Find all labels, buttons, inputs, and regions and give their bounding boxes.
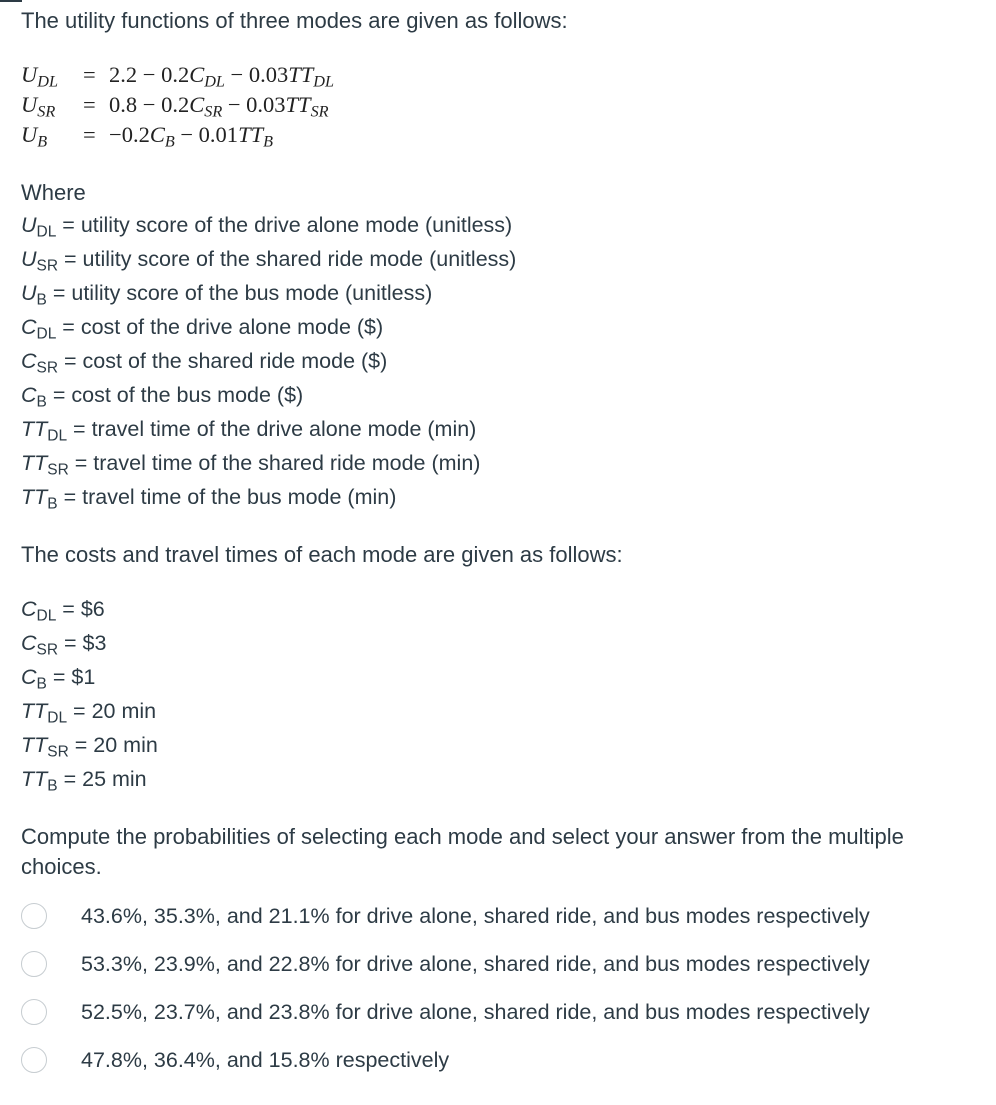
symbol: U: [21, 247, 37, 271]
radio-button[interactable]: [21, 1047, 47, 1073]
symbol-subscript: SR: [36, 641, 59, 659]
description: = cost of the bus mode ($): [46, 383, 304, 407]
symbol: TT: [21, 767, 48, 791]
utility-equations: [21, 62, 981, 152]
description: = 20 min: [68, 733, 158, 757]
utility-equation: [21, 122, 981, 152]
symbol-subscript: SR: [47, 743, 69, 761]
symbol-subscript: DL: [47, 427, 68, 445]
symbol: C: [21, 597, 37, 621]
description: = cost of the drive alone mode ($): [56, 315, 384, 339]
equation-variable: TT: [288, 62, 314, 87]
symbol: TT: [21, 417, 48, 441]
equation-subscript: B: [263, 132, 273, 151]
definition-item: [21, 480, 981, 514]
symbol-subscript: DL: [36, 607, 57, 625]
top-rule: [0, 0, 22, 2]
utility-equation: [21, 62, 981, 92]
symbol-subscript: B: [36, 393, 47, 411]
symbol-subscript: DL: [36, 325, 57, 343]
answer-option-label[interactable]: 47.8%, 36.4%, and 15.8% respectively: [81, 1047, 450, 1072]
radio-button[interactable]: [21, 903, 47, 929]
equation-variable: C: [189, 62, 205, 87]
description: = $3: [58, 631, 107, 655]
description: = 20 min: [67, 699, 157, 723]
symbol: U: [21, 281, 37, 305]
equation-rhs: [109, 92, 329, 121]
equation-subscript: DL: [204, 72, 225, 91]
definition-item: [21, 446, 981, 480]
equation-term: −0.2: [109, 122, 150, 147]
equation-lhs-subscript: DL: [37, 72, 58, 91]
symbol-subscript: B: [47, 777, 58, 795]
definition-item: [21, 412, 981, 446]
equation-term: − 0.01: [174, 122, 239, 147]
question-text: Compute the probabilities of selecting each mode and select your answer from the multiple choices.: [21, 824, 904, 879]
answer-option-label[interactable]: 52.5%, 23.7%, and 23.8% for drive alone, shared ride, and bus modes respectively: [81, 999, 870, 1024]
definition-item: [21, 344, 981, 378]
radio-button[interactable]: [21, 951, 47, 977]
equation-lhs: $U_B$: [21, 122, 48, 151]
equation-equals: =: [83, 62, 96, 87]
symbol: TT: [21, 699, 48, 723]
answer-options: [21, 892, 981, 1084]
answer-option-4[interactable]: [21, 1036, 981, 1084]
equation-lhs-subscript: B: [37, 132, 48, 151]
definition-item: [21, 378, 981, 412]
equation-rhs: [109, 62, 334, 91]
symbol-subscript: SR: [36, 359, 59, 377]
given-value-item: [21, 660, 981, 694]
equation-subscript: SR: [310, 102, 329, 121]
given-value-item: [21, 694, 981, 728]
given-value-item: [21, 728, 981, 762]
description: = $6: [56, 597, 105, 621]
definition-item: [21, 242, 981, 276]
symbol: C: [21, 383, 37, 407]
given-value-item: [21, 762, 981, 796]
equation-term: 0.8 − 0.2: [109, 92, 190, 117]
description: = travel time of the drive alone mode (min): [67, 417, 477, 441]
equation-variable: C: [189, 92, 205, 117]
equation-variable: C: [149, 122, 165, 147]
equation-term: 2.2 − 0.2: [109, 62, 190, 87]
description: = travel time of the shared ride mode (min): [68, 451, 481, 475]
answer-option-label[interactable]: 43.6%, 35.3%, and 21.1% for drive alone, shared ride, and bus modes respectively: [81, 903, 870, 928]
costs-intro-text: The costs and travel times of each mode are given as follows:: [21, 542, 623, 567]
equation-subscript: B: [164, 132, 175, 151]
equation-equals: =: [83, 122, 96, 147]
utility-equation: [21, 92, 981, 122]
given-value-item: [21, 592, 981, 626]
description: = $1: [46, 665, 96, 689]
symbol: C: [21, 315, 37, 339]
symbol-subscript: SR: [47, 461, 69, 479]
symbol: U: [21, 213, 37, 237]
definitions-list: [21, 208, 981, 514]
definition-item: [21, 276, 981, 310]
equation-lhs: $U_{SR}$: [21, 92, 56, 121]
symbol: C: [21, 631, 37, 655]
intro-text: The utility functions of three modes are given as follows:: [21, 8, 568, 33]
equation-subscript: DL: [313, 72, 334, 91]
symbol: TT: [21, 485, 48, 509]
description: = utility score of the bus mode (unitless): [46, 281, 433, 305]
equation-subscript: SR: [204, 102, 223, 121]
answer-option-3[interactable]: [21, 988, 981, 1036]
symbol-subscript: SR: [36, 257, 59, 275]
symbol-subscript: B: [36, 675, 47, 693]
equation-lhs: $U_{DL}$: [21, 62, 58, 91]
description: = utility score of the drive alone mode (unitless): [56, 213, 513, 237]
where-label: Where: [21, 180, 86, 205]
equation-variable: TT: [285, 92, 311, 117]
question-content: [21, 2, 981, 1084]
equation-equals: =: [83, 92, 96, 117]
given-value-item: [21, 626, 981, 660]
answer-option-1[interactable]: [21, 892, 981, 940]
equation-term: − 0.03: [224, 62, 289, 87]
equation-rhs: [109, 122, 273, 151]
description: = cost of the shared ride mode ($): [58, 349, 388, 373]
symbol: TT: [21, 451, 48, 475]
symbol-subscript: B: [36, 291, 47, 309]
symbol: C: [21, 349, 37, 373]
radio-button[interactable]: [21, 999, 47, 1025]
description: = 25 min: [57, 767, 147, 791]
description: = travel time of the bus mode (min): [57, 485, 397, 509]
symbol-subscript: B: [47, 495, 58, 513]
symbol: C: [21, 665, 37, 689]
answer-option-2[interactable]: [21, 940, 981, 988]
equation-lhs-subscript: SR: [37, 102, 56, 121]
answer-option-label[interactable]: 53.3%, 23.9%, and 22.8% for drive alone, shared ride, and bus modes respectively: [81, 951, 870, 976]
symbol-subscript: DL: [36, 223, 57, 241]
given-values-list: [21, 592, 981, 796]
definition-item: [21, 208, 981, 242]
equation-variable: TT: [238, 122, 264, 147]
description: = utility score of the shared ride mode (unitless): [58, 247, 517, 271]
symbol: TT: [21, 733, 48, 757]
definition-item: [21, 310, 981, 344]
symbol-subscript: DL: [47, 709, 68, 727]
equation-term: − 0.03: [222, 92, 286, 117]
